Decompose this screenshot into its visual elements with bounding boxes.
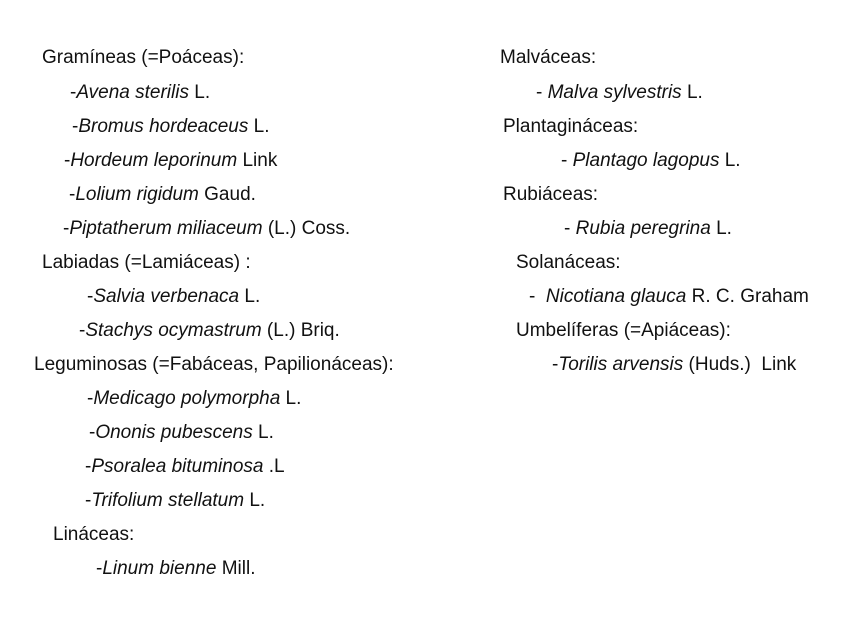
- species-binomial: Lolium rigidum: [75, 184, 199, 205]
- species-binomial: Malva sylvestris: [547, 82, 682, 103]
- species-binomial: Piptatherum miliaceum: [69, 218, 263, 239]
- species-entry: - Rubia peregrina L.: [564, 218, 732, 239]
- species-binomial: Bromus hordeaceus: [78, 116, 249, 137]
- species-binomial: Hordeum leporinum: [70, 150, 238, 171]
- species-binomial: Psoralea bituminosa: [91, 456, 264, 477]
- species-entry: -Trifolium stellatum L.: [85, 490, 266, 511]
- species-binomial: Nicotiana glauca: [545, 286, 687, 307]
- family-heading-rubiaceas: Rubiáceas:: [503, 184, 599, 205]
- species-entry: -Piptatherum miliaceum (L.) Coss.: [63, 218, 351, 239]
- species-entry: -Psoralea bituminosa .L: [85, 456, 285, 477]
- family-heading-plantaginaceas: Plantagináceas:: [503, 116, 639, 137]
- species-entry: - Malva sylvestris L.: [536, 82, 703, 103]
- species-binomial: Stachys ocymastrum: [85, 320, 262, 341]
- species-entry: -Bromus hordeaceus L.: [72, 116, 270, 137]
- family-heading-solanaceas: Solanáceas:: [516, 252, 621, 273]
- species-entry: -Hordeum leporinum Link: [64, 150, 278, 171]
- species-entry: -Medicago polymorpha L.: [87, 388, 302, 409]
- species-binomial: Ononis pubescens: [95, 422, 253, 443]
- species-entry: -Ononis pubescens L.: [89, 422, 274, 443]
- family-heading-gramineas: Gramíneas (=Poáceas):: [42, 47, 245, 68]
- family-heading-linaceas: Lináceas:: [53, 524, 135, 545]
- species-binomial: Avena sterilis: [76, 82, 189, 103]
- species-entry: - Nicotiana glauca R. C. Graham: [529, 286, 809, 307]
- species-binomial: Trifolium stellatum: [91, 490, 245, 511]
- family-heading-leguminosas: Leguminosas (=Fabáceas, Papilionáceas):: [34, 354, 394, 375]
- species-binomial: Plantago lagopus: [572, 150, 720, 171]
- species-entry: -Stachys ocymastrum (L.) Briq.: [79, 320, 340, 341]
- species-binomial: Rubia peregrina: [575, 218, 711, 239]
- species-entry: -Torilis arvensis (Huds.) Link: [552, 354, 797, 375]
- species-binomial: Torilis arvensis: [558, 354, 684, 375]
- species-binomial: Medicago polymorpha: [93, 388, 281, 409]
- family-heading-labiadas: Labiadas (=Lamiáceas) :: [42, 252, 251, 273]
- family-heading-malvaceas: Malváceas:: [500, 47, 597, 68]
- species-entry: - Plantago lagopus L.: [561, 150, 741, 171]
- species-entry: -Linum bienne Mill.: [96, 558, 256, 579]
- species-entry: -Avena sterilis L.: [70, 82, 211, 103]
- species-binomial: Linum bienne: [102, 558, 217, 579]
- species-binomial: Salvia verbenaca: [93, 286, 240, 307]
- family-heading-umbeliferas: Umbelíferas (=Apiáceas):: [516, 320, 731, 341]
- species-entry: -Lolium rigidum Gaud.: [69, 184, 256, 205]
- species-entry: -Salvia verbenaca L.: [87, 286, 261, 307]
